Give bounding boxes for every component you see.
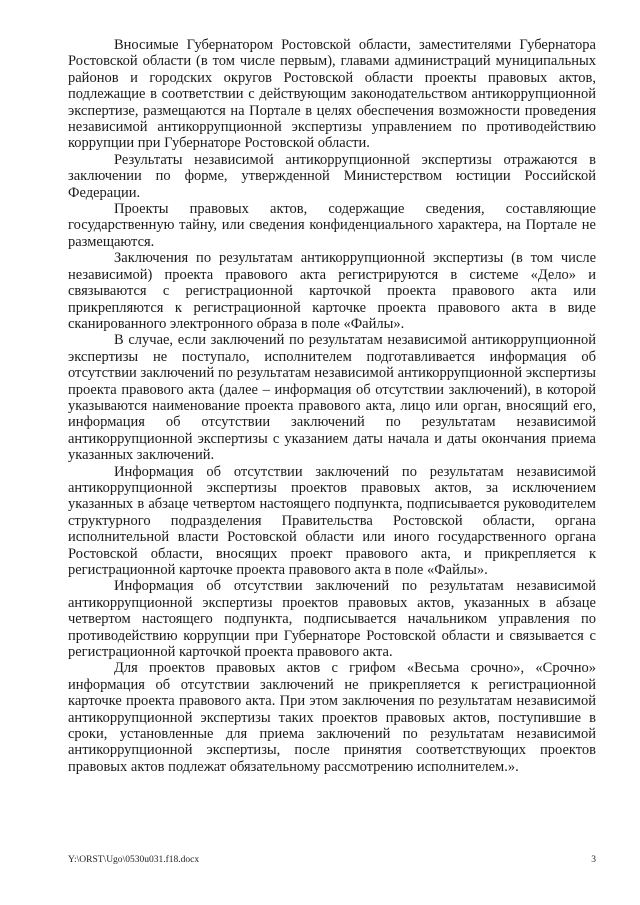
- page-footer: [68, 855, 596, 869]
- paragraph: Для проектов правовых актов с грифом «Весьма срочно», «Срочно» информация об отсутствии заключений не прикрепляется к регистрационной карточке проекта правового акта. При этом заключения по результатам независимой антикоррупционной экспертизы таких проектов правовых актов, поступившие в сроки, установленные для приема заключений по результатам независимой антикоррупционной экспертизы, после принятия соответствующих проектов правовых актов подлежат обязательному рассмотрению исполнителем.».: [68, 660, 596, 775]
- document-body: [68, 37, 596, 775]
- paragraph: Информация об отсутствии заключений по результатам независимой антикоррупционной экспертизы проектов правовых актов, указанных в абзаце четвертом настоящего подпункта, подписывается начальником управления по противодействию коррупции при Губернаторе Ростовской области и связывается с регистрационной карточкой проекта правового акта.: [68, 578, 596, 661]
- paragraph: Проекты правовых актов, содержащие сведения, составляющие государственную тайну, или сведения конфиденциального характера, на Портале не размещаются.: [68, 201, 596, 250]
- page-number: 3: [591, 855, 596, 865]
- paragraph: Результаты независимой антикоррупционной экспертизы отражаются в заключении по форме, утвержденной Министерством юстиции Российской Федерации.: [68, 151, 596, 201]
- paragraph: Заключения по результатам антикоррупционной экспертизы (в том числе независимой) проекта правового акта регистрируются в системе «Дело» и связываются с регистрационной карточкой проекта правового акта или прикрепляются к регистрационной карточке проекта правового акта в виде сканированного электронного образа в поле «Файлы».: [68, 250, 596, 332]
- paragraph: Информация об отсутствии заключений по результатам независимой антикоррупционной экспертизы проектов правовых актов, за исключением указанных в абзаце четвертом настоящего подпункта, подписывается руководителем структурного подразделения Правительства Ростовской области, органа исполнительной власти Ростовской области или иного государственного органа Ростовской области, вносящих проект правового акта, и прикрепляется к регистрационной карточке проекта правового акта в поле «Файлы».: [68, 463, 596, 578]
- paragraph: Вносимые Губернатором Ростовской области, заместителями Губернатора Ростовской области (в том числе первым), главами администраций муниципальных районов и городских округов Ростовской области проекты правовых актов, подлежащие в соответствии с действующим законодательством антикоррупционной экспертизе, размещаются на Портале в целях обеспечения возможности проведения независимой антикоррупционной экспертизы управлением по противодействию коррупции при Губернаторе Ростовской области.: [68, 37, 596, 152]
- footer-file-path: Y:\ORST\Ugo\0530u031.f18.docx: [68, 855, 200, 865]
- paragraph: В случае, если заключений по результатам независимой антикоррупционной экспертизы не поступало, исполнителем подготавливается информация об отсутствии заключений по результатам независимой антикоррупционной экспертизы проекта правового акта (далее – информация об отсутствии заключений), в которой указываются наименование проекта правового акта, лицо или орган, вносящий его, информация об отсутствии заключений по результатам независимой антикоррупционной экспертизы с указанием даты начала и даты окончания приема указанных заключений.: [68, 332, 596, 464]
